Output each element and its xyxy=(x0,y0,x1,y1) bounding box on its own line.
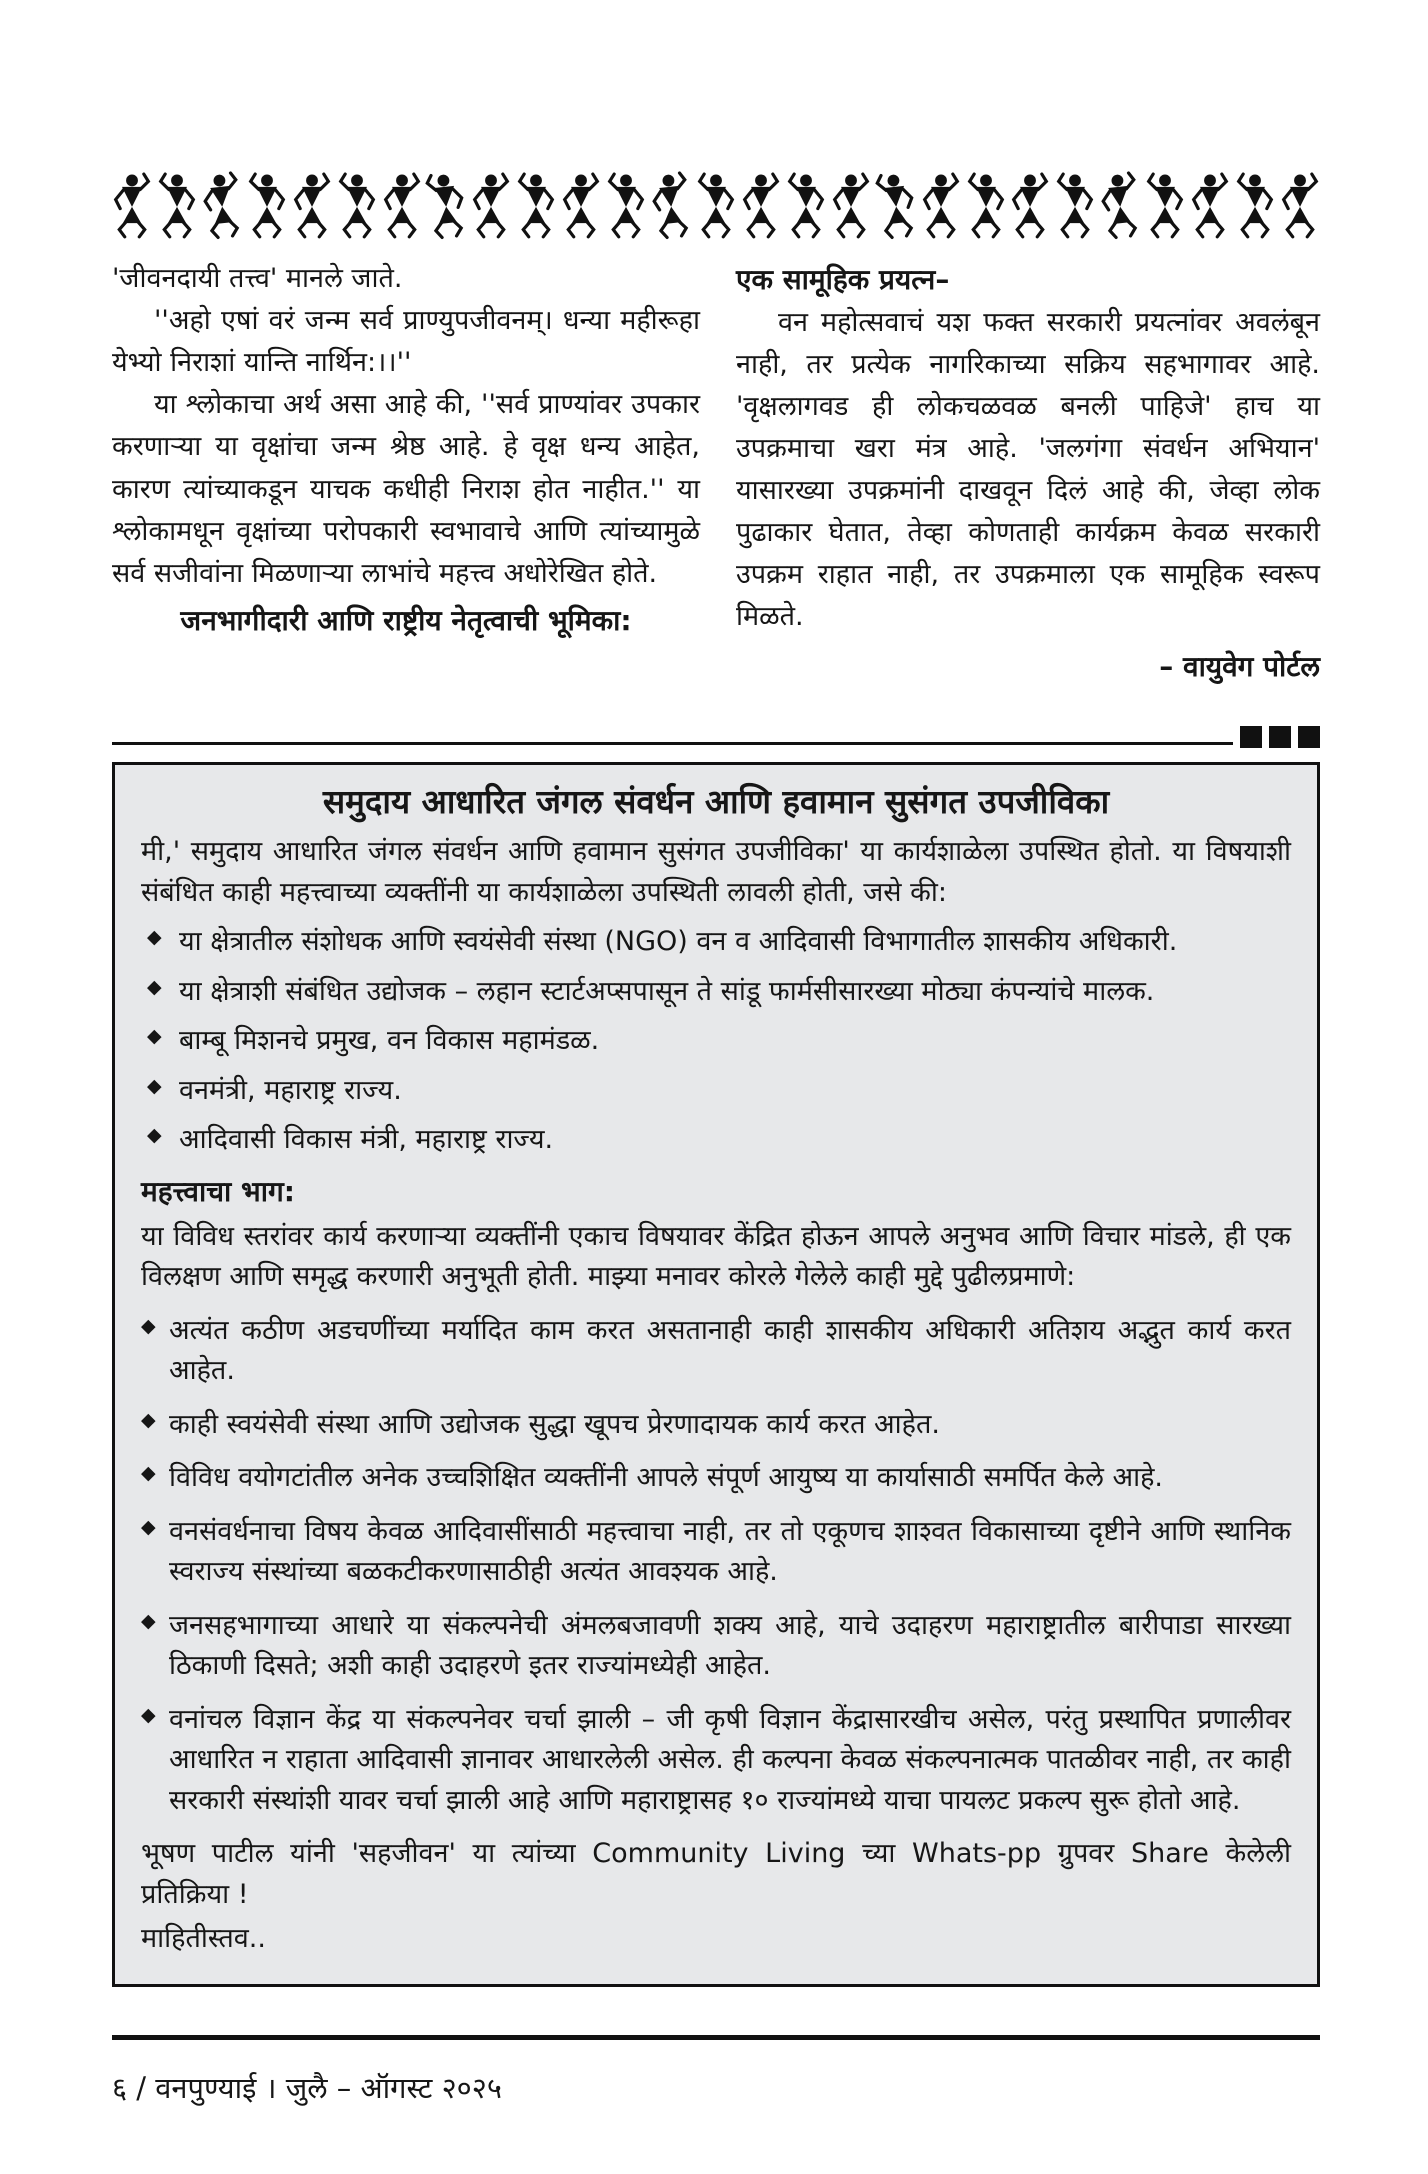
warli-dancer-icon xyxy=(1010,172,1050,238)
list-item-text: जनसहभागाच्या आधारे या संकल्पनेची अंमलबजावणी शक्य आहे, याचे उदाहरण महाराष्ट्रातील बारीपाडा सारख्या ठिकाणी दिसते; अशी काही उदाहरणे इतर राज्यांमध्येही आहेत. xyxy=(169,1609,1291,1682)
warli-dancer-icon xyxy=(471,172,511,238)
diamond-bullet-icon: ◆ xyxy=(141,1515,156,1538)
workshop-box xyxy=(112,762,1320,1987)
diamond-bullet-icon: ◆ xyxy=(141,1703,156,1726)
list-item-text: वनांचल विज्ञान केंद्र या संकल्पनेवर चर्चा झाली – जी कृषी विज्ञान केंद्रासारखीच असेल, परंतु प्रस्थापित प्रणालीवर आधारित न राहाता आदिवासी ज्ञानावर आधारलेली असेल. ही कल्पना केवळ संकल्पनात्मक पातळीवर नाही, तर काही सरकारी संस्थांशी यावर चर्चा झाली आहे आणि महाराष्ट्रासह १० राज्यांमध्ये याचा पायलट प्रकल्प सुरू होतो आहे. xyxy=(169,1703,1291,1816)
paragraph: या श्लोकाचा अर्थ असा आहे की, ''सर्व प्राण्यांवर उपकार करणाऱ्या या वृक्षांचा जन्म श्रेष्ठ आहे. हे वृक्ष धन्य आहेत, कारण त्यांच्याकडून याचक कधीही निराश होत नाहीत.'' या श्लोकामधून वृक्षांच्या परोपकारी स्वभावाचे आणि त्यांच्यामुळे सर्व सजीवांना मिळणाऱ्या लाभांचे महत्त्व अधोरेखित होते. xyxy=(112,389,700,589)
diamond-bullet-icon: ◆ xyxy=(141,1462,156,1485)
magazine-page xyxy=(0,146,1428,2174)
right-column xyxy=(736,258,1320,688)
byline: – वायुवेग पोर्टल xyxy=(1159,649,1320,683)
paragraph: 'जीवनदायी तत्त्व' मानले जाते. xyxy=(112,263,403,294)
diamond-bullet-icon: ◆ xyxy=(141,1314,156,1337)
list-item xyxy=(141,972,1291,1013)
list-item xyxy=(141,1405,1291,1446)
list-item xyxy=(141,1120,1291,1161)
divider-rule xyxy=(112,742,1233,745)
warli-dancer-icon xyxy=(651,172,691,238)
warli-dancer-icon xyxy=(247,172,287,238)
footer-rule xyxy=(112,2035,1320,2040)
diamond-bullet-icon: ◆ xyxy=(147,926,162,949)
list-item-text: विविध वयोगटांतील अनेक उच्चशिक्षित व्यक्तींनी आपले संपूर्ण आयुष्य या कार्यासाठी समर्पित केले आहे. xyxy=(169,1462,1164,1494)
warli-dancer-icon xyxy=(337,172,377,238)
warli-dancer-icon xyxy=(112,172,152,238)
list-item-text: या क्षेत्रातील संशोधक आणि स्वयंसेवी संस्था (NGO) वन व आदिवासी विभागातील शासकीय अधिकारी. xyxy=(179,926,1178,958)
list-item-text: आदिवासी विकास मंत्री, महाराष्ट्र राज्य. xyxy=(179,1124,554,1156)
list-item xyxy=(141,1458,1291,1499)
box-subheading: महत्त्वाचा भाग: xyxy=(141,1174,295,1208)
warli-dancer-icon xyxy=(831,172,871,238)
list-item xyxy=(141,1512,1291,1593)
box-title: समुदाय आधारित जंगल संवर्धन आणि हवामान सुसंगत उपजीविका xyxy=(322,782,1110,822)
list-item-text: बाम्बू मिशनचे प्रमुख, वन विकास महामंडळ. xyxy=(179,1025,600,1057)
warli-dancer-icon xyxy=(606,172,646,238)
divider-square xyxy=(1240,726,1262,748)
warli-dancer-icon xyxy=(786,172,826,238)
section-heading: जनभागीदारी आणि राष्ट्रीय नेतृत्वाची भूमिका: xyxy=(180,603,632,637)
warli-dancer-icon xyxy=(966,172,1006,238)
warli-dancer-icon xyxy=(1235,172,1275,238)
list-item-text: या क्षेत्राशी संबंधित उद्योजक – लहान स्टार्टअप्सपासून ते सांडू फार्मसीसारख्या मोठ्या कंपन्यांचे मालक. xyxy=(179,975,1155,1007)
diamond-bullet-icon: ◆ xyxy=(141,1408,156,1431)
section-heading: एक सामूहिक प्रयत्न– xyxy=(736,263,950,296)
box-closing: माहितीस्तव.. xyxy=(141,1923,266,1955)
list-item-text: वनमंत्री, महाराष्ट्र राज्य. xyxy=(179,1074,402,1106)
warli-dancer-icon xyxy=(1055,172,1095,238)
warli-dancer-icon xyxy=(382,172,422,238)
diamond-bullet-icon: ◆ xyxy=(147,1074,162,1097)
list-item xyxy=(141,1021,1291,1062)
diamond-bullet-icon: ◆ xyxy=(147,975,162,998)
list-item-text: वनसंवर्धनाचा विषय केवळ आदिवासींसाठी महत्त्वाचा नाही, तर तो एकूणच शाश्वत विकासाच्या दृष्टीने आणि स्थानिक स्वराज्य संस्थांच्या बळकटीकरणासाठीही अत्यंत आवश्यक आहे. xyxy=(169,1515,1291,1588)
warli-dancer-icon xyxy=(1190,172,1230,238)
warli-dancer-icon xyxy=(1280,172,1320,238)
section-divider xyxy=(112,726,1320,748)
divider-square xyxy=(1269,726,1291,748)
warli-dancer-icon xyxy=(876,172,916,238)
list-item xyxy=(141,1071,1291,1112)
list-item-text: काही स्वयंसेवी संस्था आणि उद्योजक सुद्धा खूपच प्रेरणादायक कार्य करत आहेत. xyxy=(169,1408,940,1440)
list-item xyxy=(141,1606,1291,1687)
divider-square xyxy=(1298,726,1320,748)
box-closing: भूषण पाटील यांनी 'सहजीवन' या त्यांच्या Community Living च्या Whats-pp ग्रुपवर Share केलेली प्रतिक्रिया ! xyxy=(141,1838,1291,1910)
warli-dancer-icon xyxy=(292,172,332,238)
warli-dancer-icon xyxy=(741,172,781,238)
list-item xyxy=(141,1311,1291,1392)
warli-dancers-border xyxy=(112,146,1320,238)
article-columns xyxy=(112,258,1320,688)
warli-dancer-icon xyxy=(921,172,961,238)
warli-dancer-icon xyxy=(157,172,197,238)
list-item xyxy=(141,1700,1291,1822)
left-column xyxy=(112,258,700,688)
takeaways-list xyxy=(141,1311,1291,1822)
warli-dancer-icon xyxy=(426,172,466,238)
box-intro: मी,' समुदाय आधारित जंगल संवर्धन आणि हवामान सुसंगत उपजीविका' या कार्यशाळेला उपस्थित होतो. या विषयाशी संबंधित काही महत्त्वाच्या व्यक्तींनी या कार्यशाळेला उपस्थिती लावली होती, जसे की: xyxy=(141,836,1291,908)
warli-dancer-icon xyxy=(561,172,601,238)
warli-dancer-icon xyxy=(1145,172,1185,238)
list-item-text: अत्यंत कठीण अडचणींच्या मर्यादित काम करत असतानाही काही शासकीय अधिकारी अतिशय अद्भुत कार्य करत आहेत. xyxy=(169,1314,1291,1387)
attendees-list xyxy=(141,922,1291,1161)
warli-dancer-icon xyxy=(516,172,556,238)
shloka-paragraph: ''अहो एषां वरं जन्म सर्व प्राण्युपजीवनम्। धन्या महीरूहा येभ्यो निराशां यान्ति नार्थिन:।।'' xyxy=(112,305,700,379)
paragraph: वन महोत्सवाचं यश फक्त सरकारी प्रयत्नांवर अवलंबून नाही, तर प्रत्येक नागरिकाच्या सक्रिय सहभागावर आहे. 'वृक्षलागवड ही लोकचळवळ बनली पाहिजे' हाच या उपक्रमाचा खरा मंत्र आहे. 'जलगंगा संवर्धन अभियान' यासारख्या उपक्रमांनी दाखवून दिलं आहे की, जेव्हा लोक पुढाकार घेतात, तेव्हा कोणताही कार्यक्रम केवळ सरकारी उपक्रम राहात नाही, तर उपक्रमाला एक सामूहिक स्वरूप मिळते. xyxy=(736,306,1320,633)
list-item xyxy=(141,922,1291,963)
box-paragraph: या विविध स्तरांवर कार्य करणाऱ्या व्यक्तींनी एकाच विषयावर केंद्रित होऊन आपले अनुभव आणि विचार मांडले, ही एक विलक्षण आणि समृद्ध करणारी अनुभूती होती. माझ्या मनावर कोरले गेलेले काही मुद्दे पुढीलप्रमाणे: xyxy=(141,1220,1291,1293)
warli-dancer-icon xyxy=(1100,172,1140,238)
diamond-bullet-icon: ◆ xyxy=(147,1124,162,1147)
diamond-bullet-icon: ◆ xyxy=(141,1609,156,1632)
warli-dancer-icon xyxy=(202,172,242,238)
page-footer: ६ / वनपुण्याई । जुलै – ऑगस्ट २०२५ xyxy=(112,2070,502,2105)
warli-dancer-icon xyxy=(696,172,736,238)
diamond-bullet-icon: ◆ xyxy=(147,1025,162,1048)
